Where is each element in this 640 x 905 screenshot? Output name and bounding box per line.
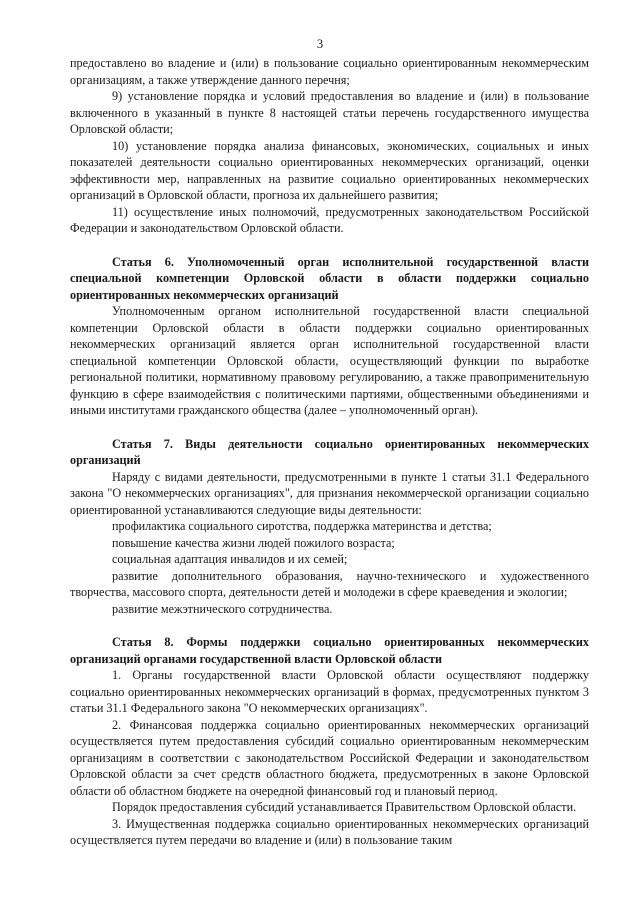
article-7-intro: Наряду с видами деятельности, предусмотренными в пункте 1 статьи 31.1 Федерального закона "О некоммерческих организациях", для признания некоммерческой организации социально ориентированной устанавливаются следующие виды деятельности: [70, 469, 589, 517]
page-number: 3 [316, 37, 324, 51]
article-6-heading: Статья 6. Уполномоченный орган исполнительной государственной власти специальной компетенции Орловской области в области поддержки социально ориентированных некоммерческих организаций [70, 254, 589, 302]
list-item: развитие дополнительного образования, научно-технического и художественного творчества, массового спорта, деятельности детей и молодежи в сфере краеведения и экологии; [70, 568, 589, 599]
article-6-text: Уполномоченным органом исполнительной государственной власти специальной компетенции Орловской области в области поддержки социально ориентированных некоммерческих организаций является орган исполнительной государственной власти специальной компетенции Орловской области, осуществляющий функции по выработке региональной политики, нормативному правовому регулированию, а также правоприменительную функцию в сфере взаимодействия с политическими партиями, общественными объединениями и иными институтами гражданского общества (далее – уполномоченный орган). [70, 304, 589, 417]
article-8-heading: Статья 8. Формы поддержки социально ориентированных некоммерческих организаций органами государственной власти Орловской области [70, 635, 589, 666]
list-item: социальная адаптация инвалидов и их семей; [112, 552, 348, 566]
document-body [70, 55, 589, 849]
article-7-heading: Статья 7. Виды деятельности социально ориентированных некоммерческих организаций [70, 436, 589, 467]
list-item: повышение качества жизни людей пожилого возраста; [112, 535, 395, 550]
paragraph: предоставлено во владение и (или) в пользование социально ориентированным некоммерческим организациям, а также утверждение данного перечня; [70, 56, 589, 87]
paragraph: 11) осуществление иных полномочий, предусмотренных законодательством Российской Федерации и законодательством Орловской области. [70, 204, 589, 235]
article-8-paragraph-3: Порядок предоставления субсидий устанавливается Правительством Орловской области. [112, 800, 577, 814]
article-8-paragraph-1: 1. Органы государственной власти Орловской области осуществляют поддержку социально ориентированных некоммерческих организаций в формах, предусмотренных пунктом 3 статьи 31.1 Федерального закона "О некоммерческих организациях". [70, 668, 589, 715]
paragraph: 9) установление порядка и условий предоставления во владение и (или) в пользование включенного в указанный в пункте 8 настоящей статьи перечень государственного имущества Орловской области; [70, 89, 589, 136]
paragraph: 10) установление порядка анализа финансовых, экономических, социальных и иных показателей деятельности социально ориентированных некоммерческих организаций, оценки эффективности мер, направленных на развитие социально ориентированных некоммерческих организаций в Орловской области, прогноза их дальнейшего развития; [70, 138, 589, 202]
list-item: развитие межэтнического сотрудничества. [112, 601, 333, 616]
article-8-paragraph-2: 2. Финансовая поддержка социально ориентированных некоммерческих организаций осуществляется путем предоставления субсидий социально ориентированным некоммерческим организациям в соответствии с законодательством Российской Федерации и законодательством Орловской области за счет средств областного бюджета, предусмотренных в законе Орловской области об областном бюджете на очередной финансовый год и плановый период. [70, 717, 589, 798]
list-item: профилактика социального сиротства, поддержка материнства и детства; [112, 519, 492, 533]
article-8-paragraph-4: 3. Имущественная поддержка социально ориентированных некоммерческих организаций осуществляется путем передачи во владение и (или) в пользование таким [70, 816, 589, 847]
